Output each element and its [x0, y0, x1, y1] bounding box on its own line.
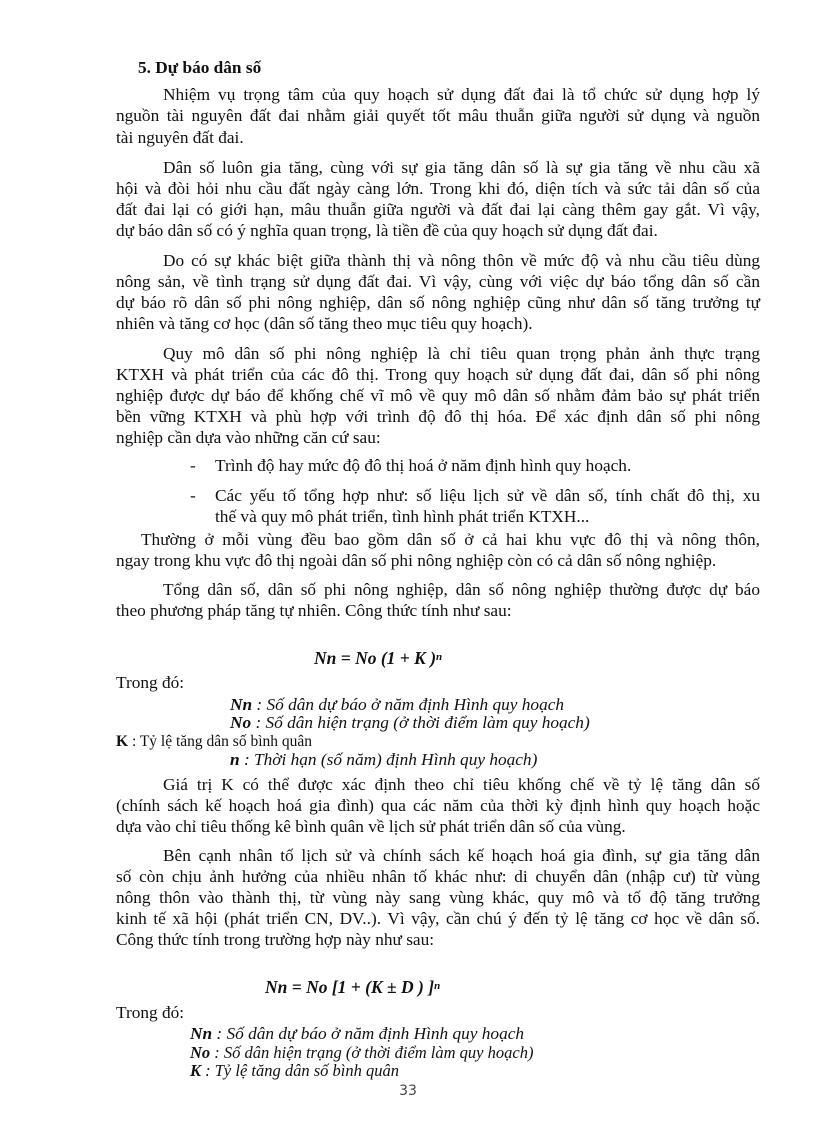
- paragraph-line: đất đai lại có giới hạn, mâu thuẫn giữa người và đất đai lại càng thêm gay gắt. Vì vậy,: [116, 200, 760, 219]
- definition-no: No : Số dân hiện trạng (ở thời điểm làm quy hoạch): [190, 1043, 534, 1062]
- formula-mechanical-growth: [265, 977, 440, 997]
- definition-n: n : Thời hạn (số năm) định Hình quy hoạch): [230, 750, 538, 769]
- paragraph-line: số còn chịu ảnh hưởng của nhiều nhân tố khác như: di chuyển dân (nhập cư) từ vùng: [116, 867, 760, 886]
- paragraph-line: Thường ở mỗi vùng đều bao gồm dân số ở cả hai khu vực đô thị và nông thôn,: [141, 530, 760, 549]
- paragraph-line: Tổng dân số, dân số phi nông nghiệp, dân số nông nghiệp thường được dự báo: [163, 580, 760, 599]
- paragraph-line: dự báo dân số có ý nghĩa quan trọng, là tiền đề của quy hoạch sử dụng đất đai.: [116, 221, 658, 240]
- definition-no: No : Số dân hiện trạng (ở thời điểm làm quy hoạch): [230, 713, 590, 732]
- paragraph-line: dự báo rõ dân số phi nông nghiệp, dân số nông nghiệp cũng như dân số tăng trưởng tự: [116, 293, 760, 312]
- paragraph-line: bền vững KTXH và phù hợp với trình độ đô thị hóa. Để xác định dân số phi nông: [116, 407, 760, 426]
- paragraph-line: nông sản, về tình trạng sử dụng đất đai. Vì vậy, cùng với việc dự báo tổng dân số cần: [116, 272, 760, 291]
- definition-nn: Nn : Số dân dự báo ở năm định Hình quy hoạch: [190, 1024, 525, 1043]
- paragraph-line: nông thôn vào thành thị, từ vùng này sang vùng khác, quy mô và tố độ tăng trưởng: [116, 888, 760, 907]
- definition-k: K : Tỷ lệ tăng dân số bình quân: [116, 733, 313, 750]
- paragraph-line: tài nguyên đất đai.: [116, 128, 244, 147]
- paragraph-line: Bên cạnh nhân tố lịch sử và chính sách kế hoạch hoá gia đình, sự gia tăng dân: [163, 846, 760, 865]
- bullet-item: Trình độ hay mức độ đô thị hoá ở năm định hình quy hoạch.: [215, 456, 632, 475]
- paragraph-line: dựa vào chỉ tiêu thống kê bình quân về lịch sử phát triển dân số của vùng.: [116, 817, 626, 836]
- formula-main: Nn = No (1 + K ): [314, 648, 437, 668]
- paragraph-line: ngay trong khu vực đô thị ngoài dân số phi nông nghiệp còn có cả dân số nông nghiệp.: [116, 551, 717, 570]
- paragraph-line: Giá trị K có thể được xác định theo chỉ tiêu khống chế về tỷ lệ tăng dân số: [163, 775, 760, 794]
- paragraph-line: Nhiệm vụ trọng tâm của quy hoạch sử dụng đất đai là tổ chức sử dụng hợp lý: [163, 85, 760, 104]
- paragraph-line: KTXH và phát triển của các đô thị. Trong quy hoạch sử dụng đất đai, dân số phi nông: [116, 365, 760, 384]
- paragraph-line: Dân số luôn gia tăng, cùng với sự gia tăng dân số là sự gia tăng về nhu cầu xã: [163, 158, 760, 177]
- bullet-marker: -: [190, 456, 196, 475]
- bullet-item: thế và quy mô phát triển, tình hình phát triển KTXH...: [215, 507, 590, 526]
- bullet-marker: -: [190, 486, 196, 505]
- formula-exponent: n: [434, 980, 441, 992]
- formula-exponent: n: [436, 651, 443, 663]
- paragraph-line: nguồn tài nguyên đất đai nhằm giải quyết tốt mâu thuẫn giữa người sử dụng và nguồn: [116, 106, 760, 125]
- bullet-item: Các yếu tố tổng hợp như: số liệu lịch sử về dân số, tính chất đô thị, xu: [215, 486, 760, 505]
- paragraph-line: Công thức tính trong trường hợp này như sau:: [116, 930, 435, 949]
- paragraph-line: Do có sự khác biệt giữa thành thị và nông thôn về mức độ và nhu cầu tiêu dùng: [163, 251, 760, 270]
- paragraph-line: hội và đòi hỏi nhu cầu đất ngày càng lớn. Trong khi đó, diện tích và sức tải dân số của: [116, 179, 760, 198]
- paragraph-line: nghiệp cần dựa vào những căn cứ sau:: [116, 428, 381, 447]
- paragraph-line: kinh tế xã hội (phát triển CN, DV..). Vì vậy, cần chú ý đến tỷ lệ tăng cơ học về dân số.: [116, 909, 760, 928]
- definition-nn: Nn : Số dân dự báo ở năm định Hình quy hoạch: [230, 695, 565, 714]
- where-label: Trong đó:: [116, 673, 185, 692]
- paragraph-line: nghiệp được dự báo để khống chế vĩ mô về quy mô dân số nhằm đảm bảo sự phát triển: [116, 386, 760, 405]
- paragraph-line: (chính sách kế hoạch hoá gia đình) qua các năm của thời kỳ định hình quy hoạch hoặc: [116, 796, 760, 815]
- paragraph-line: Quy mô dân số phi nông nghiệp là chỉ tiêu quan trọng phản ảnh thực trạng: [163, 344, 760, 363]
- page-number: 33: [399, 1083, 417, 1099]
- paragraph-line: theo phương pháp tăng tự nhiên. Công thức tính như sau:: [116, 601, 512, 620]
- paragraph-line: nhiên và tăng cơ học (dân số tăng theo mục tiêu quy hoạch).: [116, 314, 533, 333]
- formula-natural-growth: [314, 648, 442, 668]
- where-label: Trong đó:: [116, 1003, 185, 1022]
- definition-k: K : Tỷ lệ tăng dân số bình quân: [190, 1061, 400, 1080]
- section-heading: 5. Dự báo dân số: [138, 58, 262, 77]
- formula-main: Nn = No [1 + (K ± D ) ]: [265, 977, 435, 997]
